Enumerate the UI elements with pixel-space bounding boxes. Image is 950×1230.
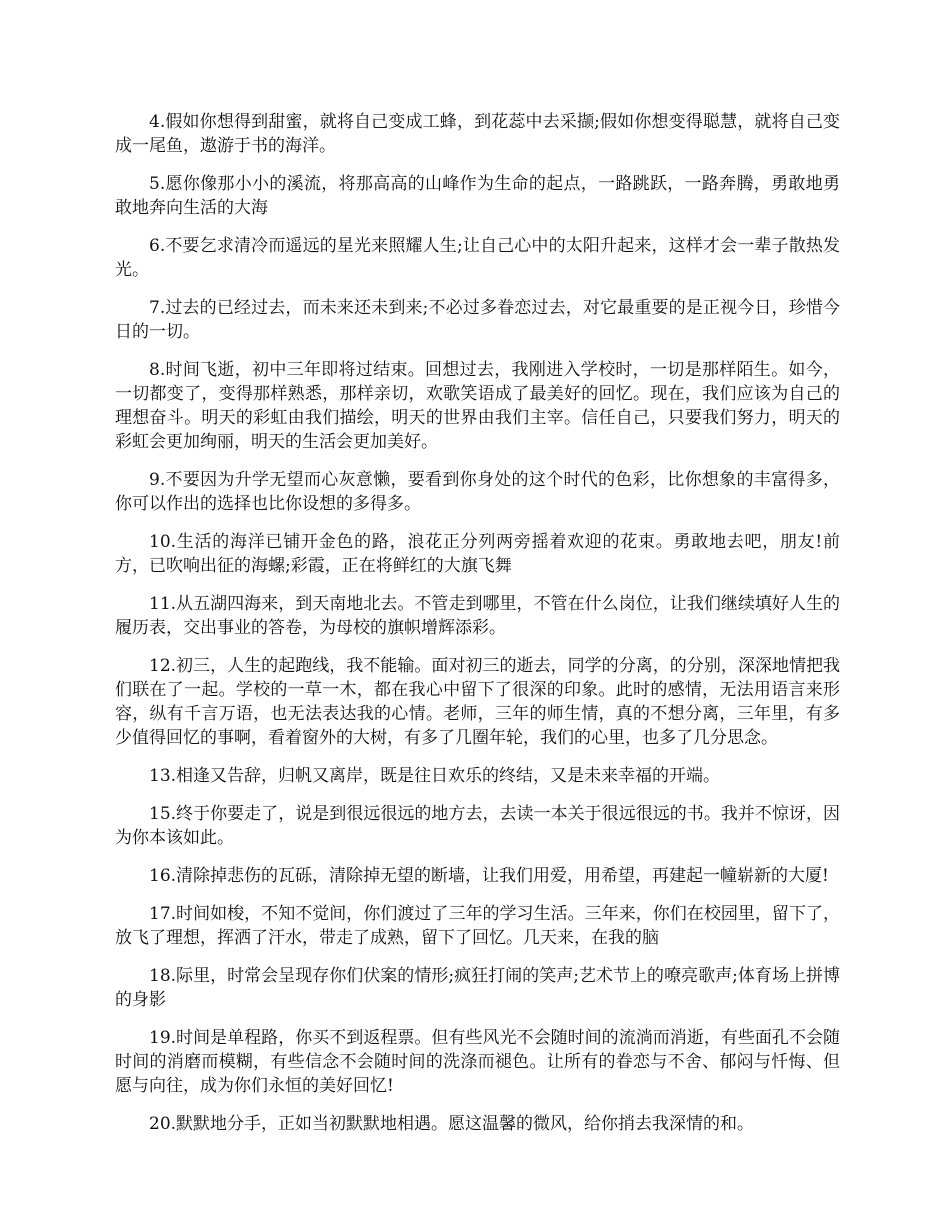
paragraph-6: 6.不要乞求清冷而遥远的星光来照耀人生;让自己心中的太阳升起来，这样才会一辈子散热发光。 — [115, 236, 840, 280]
document-body — [115, 110, 840, 1150]
paragraph-4: 4.假如你想得到甜蜜，就将自己变成工蜂，到花蕊中去采撷;假如你想变得聪慧，就将自己变成一尾鱼，遨游于书的海洋。 — [115, 112, 840, 156]
paragraph-10: 10.生活的海洋已铺开金色的路，浪花正分列两旁摇着欢迎的花束。勇敢地去吧，朋友!前方，已吹响出征的海螺;彩霞，正在将鲜红的大旗飞舞 — [115, 532, 840, 576]
paragraph-11: 11.从五湖四海来，到天南地北去。不管走到哪里，不管在什么岗位，让我们继续填好人生的履历表，交出事业的答卷，为母校的旗帜增辉添彩。 — [115, 594, 840, 638]
paragraph-8: 8.时间飞逝，初中三年即将过结束。回想过去，我刚进入学校时，一切是那样陌生。如今，一切都变了，变得那样熟悉，那样亲切，欢歌笑语成了最美好的回忆。现在，我们应该为自己的理想奋斗。明天的彩虹由我们描绘，明天的世界由我们主宰。信任自己，只要我们努力，明天的彩虹会更加绚丽，明天的生活会更加美好。 — [115, 360, 840, 452]
paragraph-12: 12.初三，人生的起跑线，我不能输。面对初三的逝去，同学的分离，的分别，深深地情把我们联在了一起。学校的一草一木，都在我心中留下了很深的印象。此时的感情，无法用语言来形容，纵有千言万语，也无法表达我的心情。老师，三年的师生情，真的不想分离，三年里，有多少值得回忆的事啊，看着窗外的大树，有多了几圈年轮，我们的心里，也多了几分思念。 — [115, 656, 840, 748]
paragraph-13: 13.相逢又告辞，归帆又离岸，既是往日欢乐的终结，又是未来幸福的开端。 — [149, 766, 721, 786]
paragraph-19: 19.时间是单程路，你买不到返程票。但有些风光不会随时间的流淌而消逝，有些面孔不会随时间的消磨而模糊，有些信念不会随时间的洗涤而褪色。让所有的眷恋与不舍、郁闷与忏悔、但愿与向往，成为你们永恒的美好回忆! — [115, 1028, 840, 1096]
paragraph-15: 15.终于你要走了，说是到很远很远的地方去，去读一本关于很远很远的书。我并不惊讶，因为你本该如此。 — [115, 804, 840, 848]
paragraph-18: 18.际里，时常会呈现存你们伏案的情形;疯狂打闹的笑声;艺术节上的嘹亮歌声;体育场上拼博的身影 — [115, 966, 840, 1010]
paragraph-9: 9.不要因为升学无望而心灰意懒，要看到你身处的这个时代的色彩，比你想象的丰富得多，你可以作出的选择也比你设想的多得多。 — [115, 470, 840, 514]
paragraph-17: 17.时间如梭，不知不觉间，你们渡过了三年的学习生活。三年来，你们在校园里，留下了，放飞了理想，挥洒了汗水，带走了成熟，留下了回忆。几天来，在我的脑 — [115, 904, 840, 948]
paragraph-16: 16.清除掉悲伤的瓦砾，清除掉无望的断墙，让我们用爱，用希望，再建起一幢崭新的大厦! — [149, 866, 829, 886]
paragraph-7: 7.过去的已经过去，而未来还未到来;不必过多眷恋过去，对它最重要的是正视今日，珍惜今日的一切。 — [115, 298, 840, 342]
paragraph-5: 5.愿你像那小小的溪流，将那高高的山峰作为生命的起点，一路跳跃，一路奔腾，勇敢地勇敢地奔向生活的大海 — [115, 174, 840, 218]
paragraph-20: 20.默默地分手，正如当初默默地相遇。愿这温馨的微风，给你捎去我深情的和。 — [149, 1114, 755, 1134]
